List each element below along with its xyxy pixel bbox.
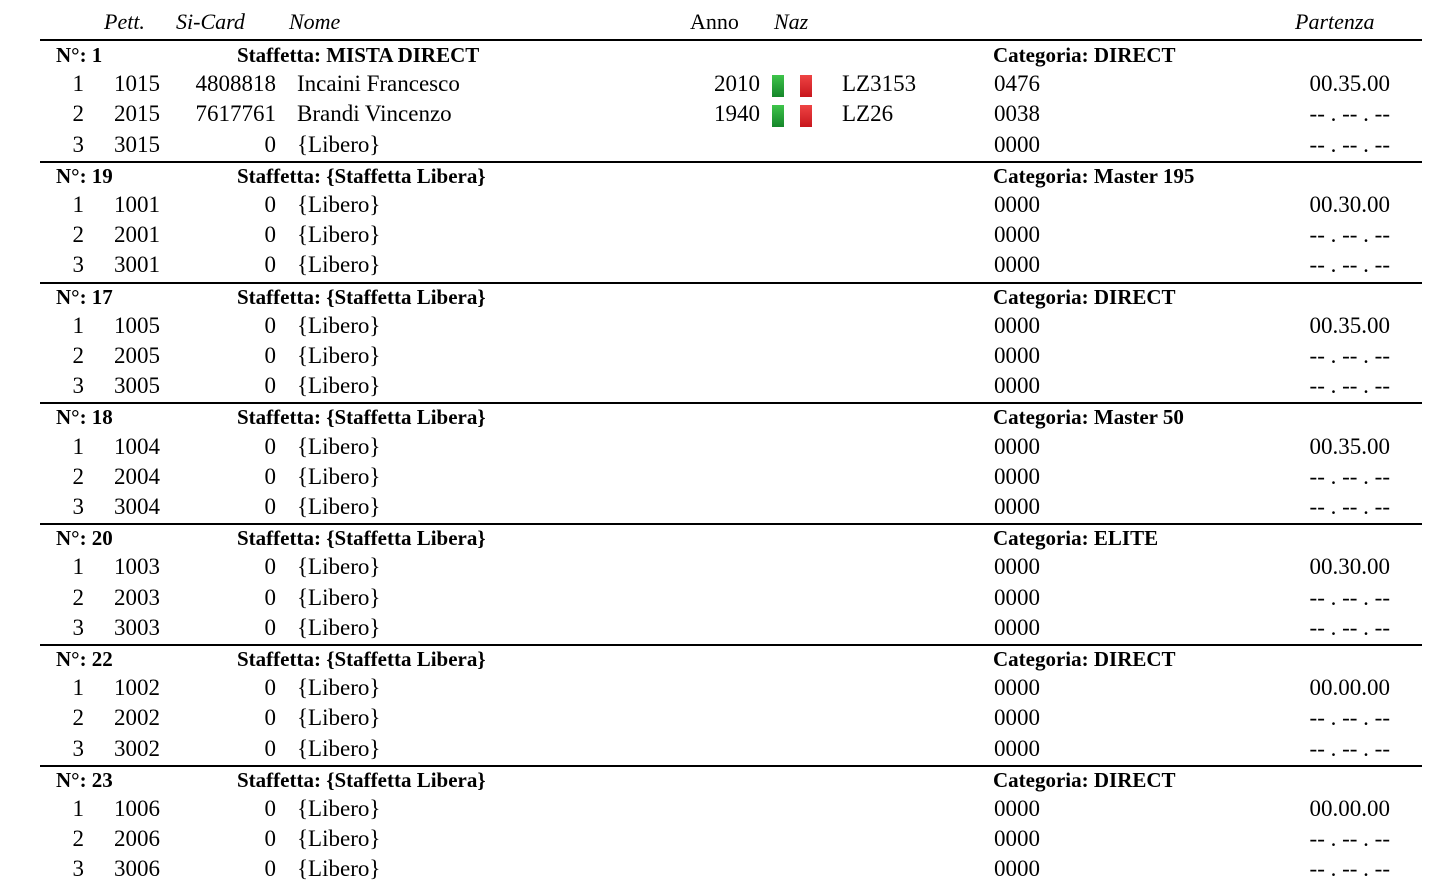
- runner-row: [0, 614, 1436, 644]
- start-time: 00.35.00: [1309, 71, 1390, 97]
- bib-number: 2003: [114, 584, 160, 610]
- sicard-number: 0: [264, 373, 276, 399]
- sicard-number: 4808818: [195, 71, 276, 97]
- card-code: 0000: [994, 433, 1040, 459]
- start-time: 00.00.00: [1309, 795, 1390, 821]
- card-code: 0000: [994, 222, 1040, 248]
- bib-number: 3015: [114, 131, 160, 157]
- runner-name: {Libero}: [297, 222, 381, 248]
- bib-number: 2002: [114, 705, 160, 731]
- runner-row: [0, 584, 1436, 614]
- bib-number: 1006: [114, 795, 160, 821]
- relay-group: [0, 402, 1436, 523]
- runner-row: [0, 433, 1436, 463]
- card-code: 0000: [994, 705, 1040, 731]
- start-time: -- . -- . --: [1309, 614, 1390, 640]
- group-header: [0, 523, 1436, 553]
- leg-number: 3: [72, 614, 84, 640]
- runner-name: {Libero}: [297, 373, 381, 399]
- runner-row: [0, 704, 1436, 734]
- runner-row: [0, 221, 1436, 251]
- leg-number: 1: [72, 191, 84, 217]
- start-time: -- . -- . --: [1309, 735, 1390, 761]
- runner-row: [0, 553, 1436, 583]
- category-label: Categoria: Master 50: [993, 405, 1184, 430]
- bib-number: 1004: [114, 433, 160, 459]
- leg-number: 1: [72, 675, 84, 701]
- sicard-number: 0: [264, 191, 276, 217]
- team-number: N°: 1: [56, 43, 103, 67]
- card-code: 0000: [994, 675, 1040, 701]
- runner-row: [0, 493, 1436, 523]
- leg-number: 1: [72, 433, 84, 459]
- sicard-number: 0: [264, 826, 276, 852]
- relay-group: [0, 40, 1436, 161]
- start-time: -- . -- . --: [1309, 705, 1390, 731]
- leg-number: 2: [72, 705, 84, 731]
- bib-number: 2005: [114, 342, 160, 368]
- leg-number: 3: [72, 131, 84, 157]
- leg-number: 2: [72, 463, 84, 489]
- card-code: 0000: [994, 493, 1040, 519]
- leg-number: 3: [72, 493, 84, 519]
- relay-name: Staffetta: {Staffetta Libera}: [237, 767, 486, 792]
- card-code: 0000: [994, 795, 1040, 821]
- sicard-number: 0: [264, 705, 276, 731]
- runner-name: {Libero}: [297, 735, 381, 761]
- leg-number: 2: [72, 826, 84, 852]
- runner-row: [0, 463, 1436, 493]
- card-code: 0000: [994, 342, 1040, 368]
- header-anno: Anno: [690, 9, 739, 34]
- start-time: -- . -- . --: [1309, 101, 1390, 127]
- bib-number: 3002: [114, 735, 160, 761]
- runner-name: Incaini Francesco: [297, 71, 460, 97]
- runner-row: [0, 795, 1436, 825]
- runner-name: {Libero}: [297, 131, 381, 157]
- bib-number: 1003: [114, 554, 160, 580]
- runner-row: [0, 674, 1436, 704]
- bib-number: 3001: [114, 252, 160, 278]
- runner-name: {Libero}: [297, 312, 381, 338]
- card-code: 0000: [994, 312, 1040, 338]
- relay-group: [0, 765, 1436, 886]
- sicard-number: 0: [264, 675, 276, 701]
- bib-number: 3004: [114, 493, 160, 519]
- birth-year: 2010: [714, 71, 760, 97]
- header-naz: Naz: [774, 9, 809, 34]
- sicard-number: 0: [264, 252, 276, 278]
- card-code: 0000: [994, 252, 1040, 278]
- bib-number: 1015: [114, 71, 160, 97]
- sicard-number: 0: [264, 795, 276, 821]
- runner-row: [0, 100, 1436, 130]
- club-code: LZ3153: [842, 71, 917, 97]
- italy-flag-icon: [772, 75, 812, 97]
- relay-group: [0, 282, 1436, 403]
- bib-number: 2001: [114, 222, 160, 248]
- start-time: 00.00.00: [1309, 675, 1390, 701]
- sicard-number: 0: [264, 222, 276, 248]
- start-time: -- . -- . --: [1309, 373, 1390, 399]
- club-code: LZ26: [842, 101, 894, 127]
- sicard-number: 0: [264, 584, 276, 610]
- runner-name: {Libero}: [297, 675, 381, 701]
- category-label: Categoria: DIRECT: [993, 43, 1176, 67]
- sicard-number: 0: [264, 433, 276, 459]
- bib-number: 2015: [114, 101, 160, 127]
- team-number: N°: 18: [56, 405, 113, 430]
- runner-name: {Libero}: [297, 433, 381, 459]
- birth-year: 1940: [714, 101, 760, 127]
- sicard-number: 7617761: [195, 101, 276, 127]
- relay-name: Staffetta: {Staffetta Libera}: [237, 163, 486, 188]
- relay-group: [0, 161, 1436, 282]
- leg-number: 1: [72, 554, 84, 580]
- bib-number: 3005: [114, 373, 160, 399]
- runner-name: Brandi Vincenzo: [297, 101, 452, 127]
- runner-row: [0, 131, 1436, 161]
- sicard-number: 0: [264, 342, 276, 368]
- leg-number: 3: [72, 373, 84, 399]
- runner-name: {Libero}: [297, 463, 381, 489]
- leg-number: 2: [72, 222, 84, 248]
- start-time: -- . -- . --: [1309, 584, 1390, 610]
- relay-group: [0, 644, 1436, 765]
- leg-number: 2: [72, 342, 84, 368]
- runner-row: [0, 312, 1436, 342]
- runner-row: [0, 372, 1436, 402]
- leg-number: 1: [72, 71, 84, 97]
- runner-row: [0, 70, 1436, 100]
- team-number: N°: 22: [56, 647, 113, 671]
- sicard-number: 0: [264, 554, 276, 580]
- header-sicard: Si-Card: [176, 9, 245, 34]
- group-header: [0, 765, 1436, 795]
- relay-name: Staffetta: MISTA DIRECT: [237, 43, 480, 67]
- card-code: 0000: [994, 584, 1040, 610]
- team-number: N°: 20: [56, 526, 113, 551]
- team-number: N°: 23: [56, 767, 113, 792]
- bib-number: 1002: [114, 675, 160, 701]
- leg-number: 2: [72, 101, 84, 127]
- italy-flag-icon: [772, 105, 812, 127]
- category-label: Categoria: DIRECT: [993, 767, 1176, 792]
- start-time: -- . -- . --: [1309, 222, 1390, 248]
- category-label: Categoria: Master 195: [993, 163, 1195, 188]
- header-pett: Pett.: [104, 9, 145, 34]
- sicard-number: 0: [264, 131, 276, 157]
- leg-number: 1: [72, 312, 84, 338]
- category-label: Categoria: ELITE: [993, 526, 1159, 551]
- leg-number: 2: [72, 584, 84, 610]
- bib-number: 1001: [114, 191, 160, 217]
- category-label: Categoria: DIRECT: [993, 647, 1176, 671]
- runner-name: {Libero}: [297, 856, 381, 882]
- card-code: 0476: [994, 71, 1040, 97]
- group-header: [0, 402, 1436, 432]
- bib-number: 1005: [114, 312, 160, 338]
- sicard-number: 0: [264, 856, 276, 882]
- group-header: [0, 161, 1436, 191]
- category-label: Categoria: DIRECT: [993, 284, 1176, 309]
- card-code: 0038: [994, 101, 1040, 127]
- start-time: -- . -- . --: [1309, 463, 1390, 489]
- sicard-number: 0: [264, 735, 276, 761]
- start-time: -- . -- . --: [1309, 131, 1390, 157]
- bib-number: 3003: [114, 614, 160, 640]
- card-code: 0000: [994, 614, 1040, 640]
- runner-name: {Libero}: [297, 342, 381, 368]
- runner-name: {Libero}: [297, 493, 381, 519]
- start-time: -- . -- . --: [1309, 252, 1390, 278]
- sicard-number: 0: [264, 493, 276, 519]
- runner-name: {Libero}: [297, 584, 381, 610]
- leg-number: 3: [72, 252, 84, 278]
- runner-row: [0, 855, 1436, 885]
- team-number: N°: 17: [56, 284, 113, 309]
- start-time: -- . -- . --: [1309, 342, 1390, 368]
- bib-number: 3006: [114, 856, 160, 882]
- relay-name: Staffetta: {Staffetta Libera}: [237, 526, 486, 551]
- runner-row: [0, 825, 1436, 855]
- sicard-number: 0: [264, 463, 276, 489]
- start-time: 00.35.00: [1309, 312, 1390, 338]
- runner-name: {Libero}: [297, 554, 381, 580]
- runner-name: {Libero}: [297, 614, 381, 640]
- relay-name: Staffetta: {Staffetta Libera}: [237, 405, 486, 430]
- column-header: [0, 0, 1436, 40]
- runner-row: [0, 251, 1436, 281]
- bib-number: 2004: [114, 463, 160, 489]
- group-header: [0, 40, 1436, 70]
- card-code: 0000: [994, 554, 1040, 580]
- group-header: [0, 282, 1436, 312]
- header-nome: Nome: [289, 9, 341, 34]
- runner-row: [0, 735, 1436, 765]
- card-code: 0000: [994, 826, 1040, 852]
- card-code: 0000: [994, 463, 1040, 489]
- team-number: N°: 19: [56, 163, 113, 188]
- start-time: -- . -- . --: [1309, 856, 1390, 882]
- sicard-number: 0: [264, 614, 276, 640]
- card-code: 0000: [994, 735, 1040, 761]
- runner-name: {Libero}: [297, 252, 381, 278]
- bib-number: 2006: [114, 826, 160, 852]
- runner-name: {Libero}: [297, 705, 381, 731]
- card-code: 0000: [994, 373, 1040, 399]
- start-time: 00.30.00: [1309, 191, 1390, 217]
- leg-number: 1: [72, 795, 84, 821]
- start-time: -- . -- . --: [1309, 493, 1390, 519]
- leg-number: 3: [72, 735, 84, 761]
- runner-name: {Libero}: [297, 795, 381, 821]
- group-header: [0, 644, 1436, 674]
- runner-name: {Libero}: [297, 191, 381, 217]
- relay-group: [0, 523, 1436, 644]
- start-time: 00.30.00: [1309, 554, 1390, 580]
- card-code: 0000: [994, 191, 1040, 217]
- runner-row: [0, 191, 1436, 221]
- header-partenza: Partenza: [1295, 9, 1375, 34]
- leg-number: 3: [72, 856, 84, 882]
- runner-row: [0, 342, 1436, 372]
- relay-name: Staffetta: {Staffetta Libera}: [237, 647, 486, 671]
- start-time: 00.35.00: [1309, 433, 1390, 459]
- runner-name: {Libero}: [297, 826, 381, 852]
- start-time: -- . -- . --: [1309, 826, 1390, 852]
- sicard-number: 0: [264, 312, 276, 338]
- card-code: 0000: [994, 131, 1040, 157]
- card-code: 0000: [994, 856, 1040, 882]
- relay-name: Staffetta: {Staffetta Libera}: [237, 284, 486, 309]
